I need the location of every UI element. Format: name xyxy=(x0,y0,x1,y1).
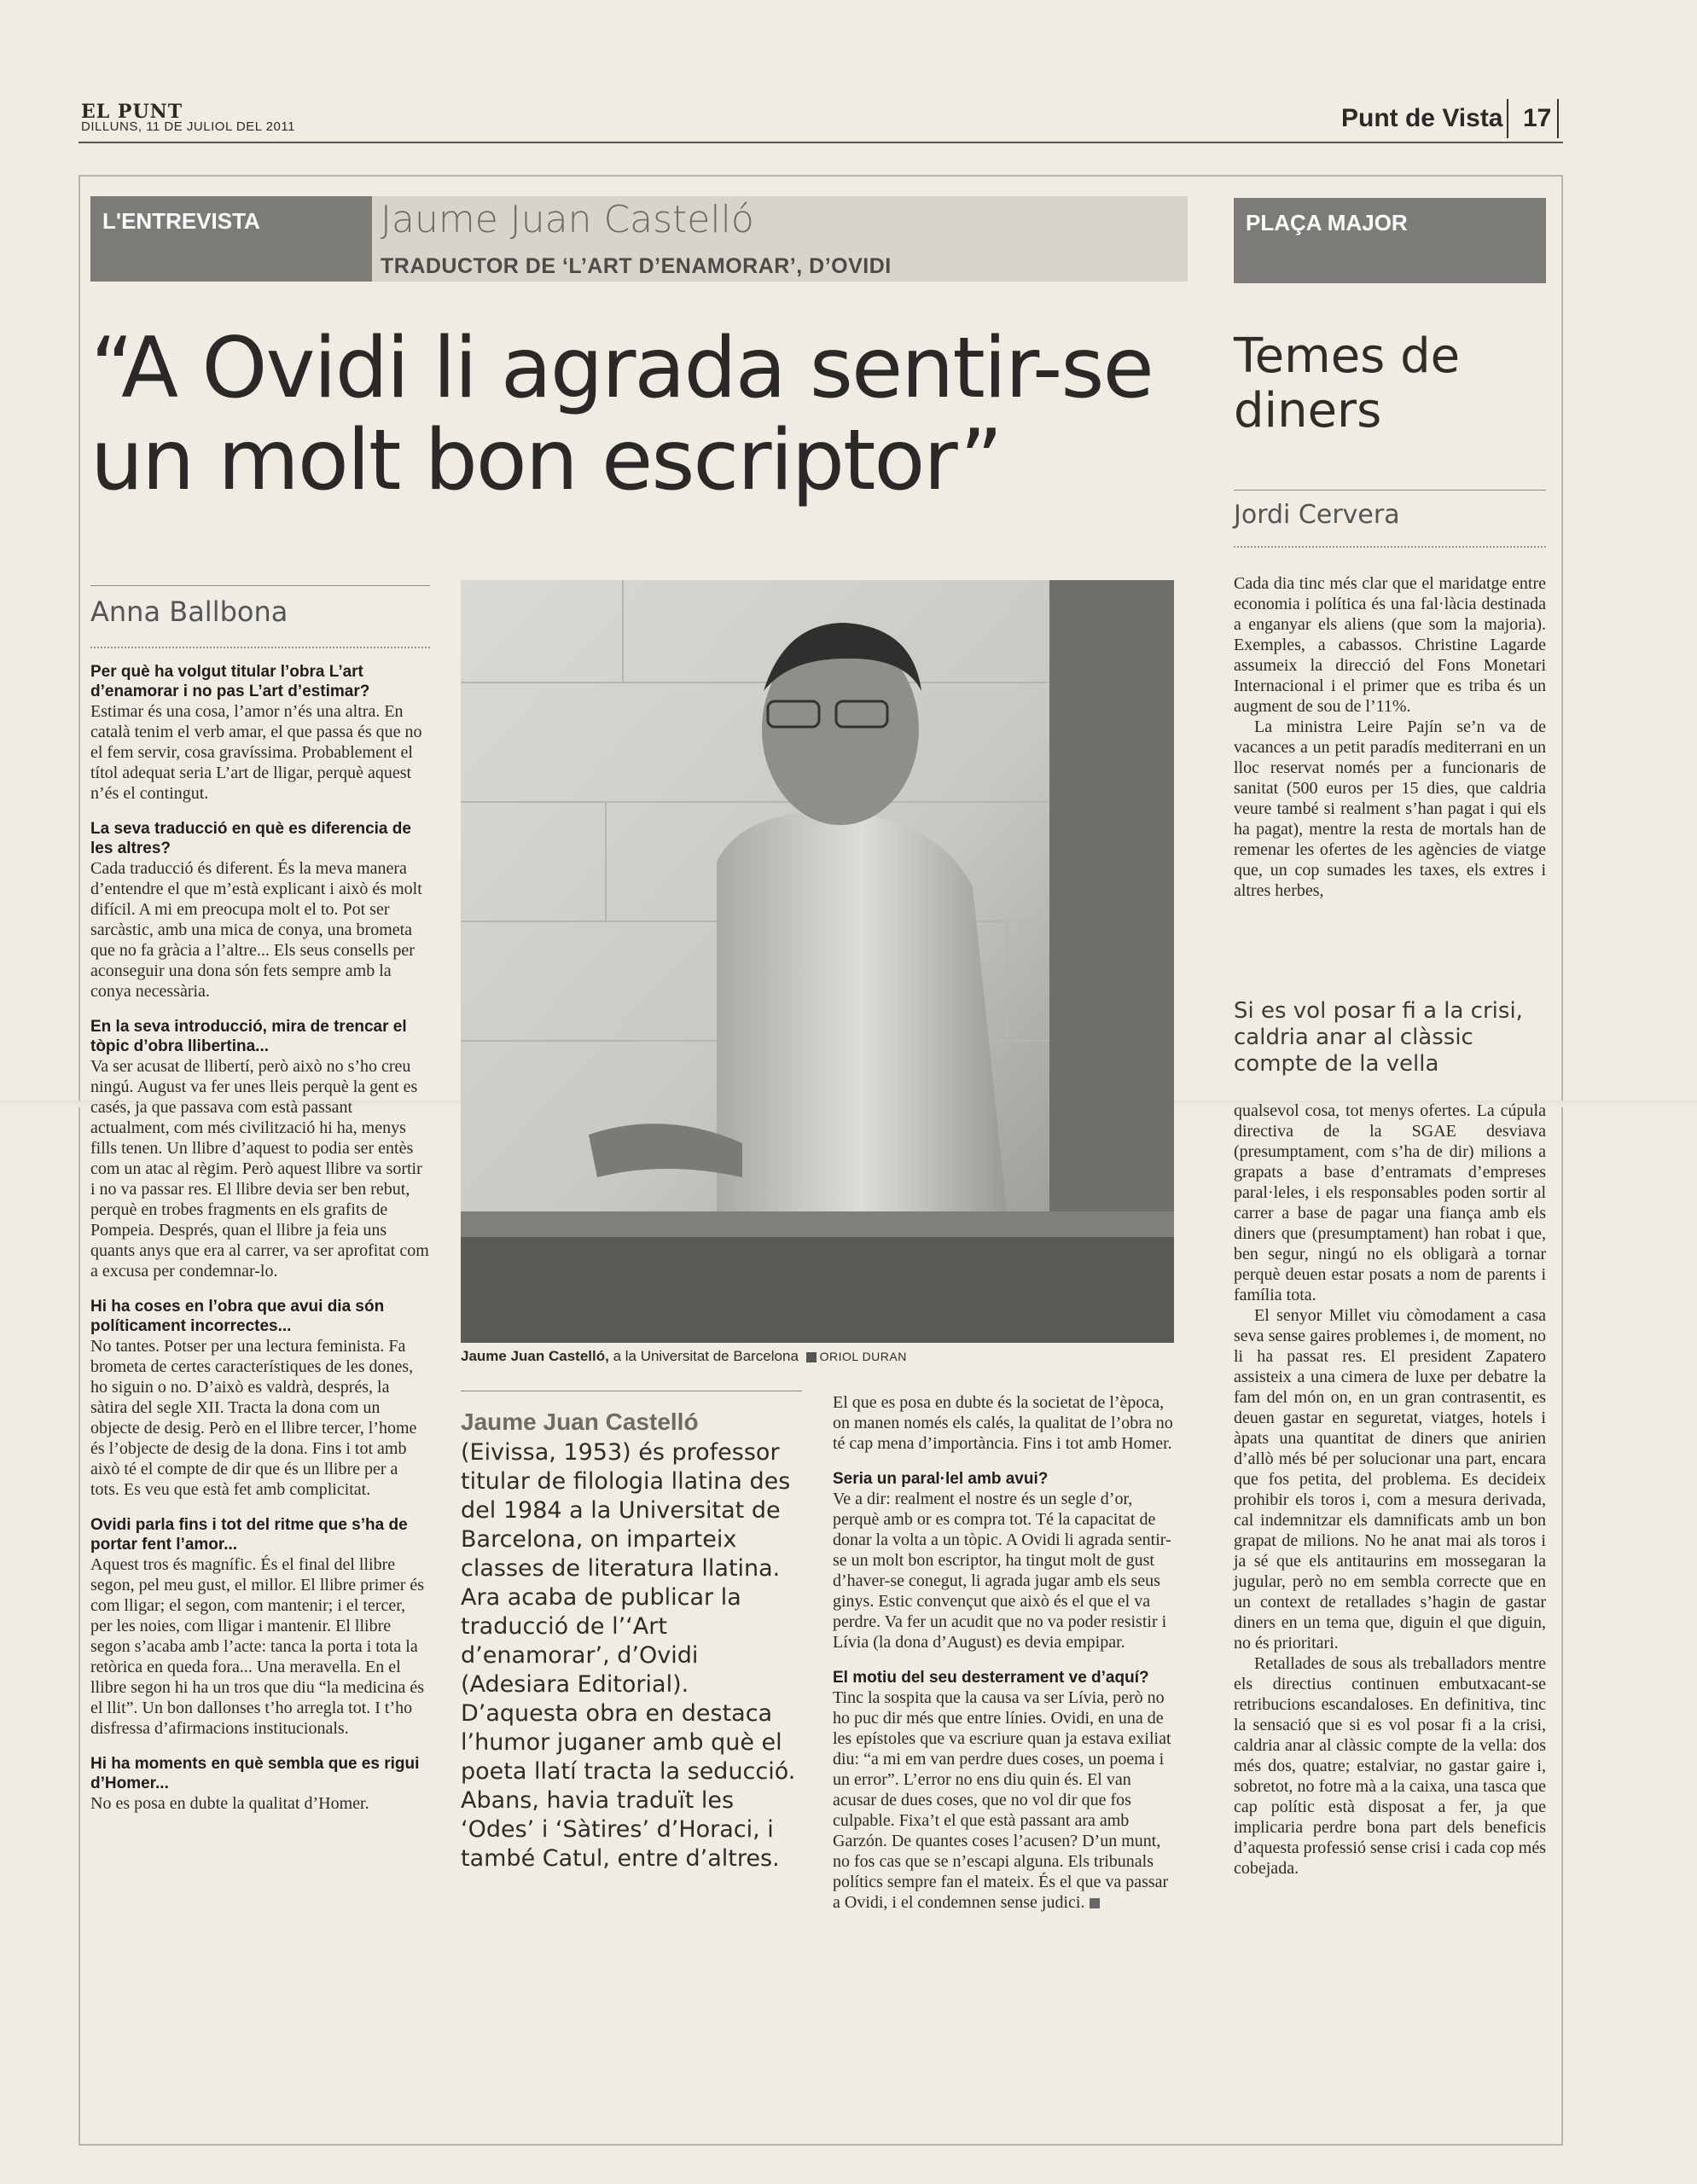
bio-box xyxy=(461,1408,802,1873)
question: Seria un paral·lel amb avui? xyxy=(833,1470,1049,1488)
question: Ovidi parla fins i tot del ritme que s’ha de portar fent l’amor... xyxy=(90,1516,408,1554)
answer: Estimar és una cosa, l’amor n’és una altra. En català tenim el verb amar, el que passa és que no el fem servir, cosa gravíssima. Probablement el títol adequat seria L’art de lligar, perquè aquest n’és el contingut. xyxy=(90,702,422,803)
answer: No es posa en dubte la qualitat d’Homer. xyxy=(90,1794,369,1813)
byline-rule xyxy=(90,585,430,586)
headline xyxy=(90,322,1217,507)
header-divider-right xyxy=(1557,99,1559,138)
caption-credit: ORIOL DURAN xyxy=(819,1350,907,1363)
question: En la seva introducció, mira de trencar el tòpic d’obra llibertina... xyxy=(90,1018,407,1055)
end-square-icon xyxy=(1090,1898,1100,1908)
answer: No tantes. Potser per una lectura feminista. Fa brometa de certes característiques de les dones, ho siguin o no. D’això es valdrà, després, la sàtira del segle XII. Tracta la dona com un objecte de desig. Però en el llibre tercer, l’home és l’objecte de desig de la dona. Fins i tot amb això té el compte de dir que és un llibre per a tots. Es veu que està fet amb complicitat. xyxy=(90,1337,417,1499)
answer: Ve a dir: realment el nostre és un segle d’or, perquè amb or es compra tot. Té la capacitat de donar la volta a un tòpic. A Ovidi li agrada sentir-se un molt bon escriptor, ha tingut molt de gust d’haver-se conegut, li agrada jugar amb els seus ginys. Estic convençut que això és el que el va perdre. Va fer un acudit que no va poder resistir i Lívia (la dona d’August) es devia empipar. xyxy=(833,1490,1171,1652)
pull-quote: Si es vol posar fi a la crisi, caldria anar al clàssic compte de la vella xyxy=(1234,998,1523,1077)
qa-block xyxy=(90,1515,430,1739)
answer xyxy=(833,1687,1174,1913)
answer: Cada traducció és diferent. És la meva manera d’entendre el que m’està explicant i això és molt difícil. A mi em preocupa molt el to. Pot ser sarcàstic, amb una mica de conya, una brometa que no fa gràcia a l’altre... Els seus consells per aconseguir una dona són fets sempre amb la conya necessària. xyxy=(90,859,422,1001)
question: El motiu del seu desterrament ve d’aquí? xyxy=(833,1669,1149,1687)
masthead-name: EL PUNT xyxy=(81,101,183,123)
byline: Anna Ballbona xyxy=(90,595,288,628)
caption-text: a la Universitat de Barcelona xyxy=(608,1348,799,1364)
answer: El que es posa en dubte és la societat de l’època, on manen només els calés, la qualitat de l’obra no té cap mena d’importància. Fins i tot amb Homer. xyxy=(833,1393,1173,1453)
portrait-photo xyxy=(461,580,1174,1343)
column-paragraph: La ministra Leire Pajín se’n va de vacances a un petit paradís mediterrani en un lloc reservat només per a funcionaris de sanitat (500 euros per 15 dies, que caldria veure també si realment s’han pagat i qui els ha pagat), mentre la resta de mortals han de remenar les ofertes de les agències de viatge que, un cop sumades les taxes, els extres i altres herbes, xyxy=(1234,717,1546,900)
photo-caption xyxy=(461,1348,1174,1365)
column-author: Jordi Cervera xyxy=(1234,500,1400,530)
bio-name: Jaume Juan Castelló xyxy=(461,1409,699,1435)
interview-column-1 xyxy=(90,662,430,1829)
column-dotted-rule xyxy=(1234,546,1546,548)
header-divider xyxy=(1507,99,1508,138)
qa-block xyxy=(90,819,430,1002)
headline-line2: un molt bon escriptor” xyxy=(90,412,1002,509)
qa-block xyxy=(90,1754,430,1814)
column-paragraph: Cada dia tinc més clar que el maridatge entre economia i política és una fal·làcia destinada a enganyar els aliens (que som la majoria). Exemples, a cabassos. Christine Lagarde assumeix la direcció del Fons Monetari Internacional i el primer que es triba és un augment de sou de l’11%. xyxy=(1234,574,1546,716)
qa-block xyxy=(90,1017,430,1281)
caption-name: Jaume Juan Castelló, xyxy=(461,1348,609,1364)
interview-column-3 xyxy=(833,1392,1174,1928)
byline-dotted-rule xyxy=(90,647,430,648)
qa-block xyxy=(90,662,430,804)
column-paragraph: Retallades de sous als treballadors mentre els directius continuen embutxacant-se retribucions escandaloses. En definitiva, tinc la sensació que si es vol posar fi a la crisi, caldria anar al clàssic compte de la vella: dos més dos, quatre; estalviar, no gastar gaire i, sobretot, no fotre mà a la caixa, una tasca que cap polític està disposat a fer, ja que implicaria perdre bona part dels beneficis d’aquesta professió sense crisi i cada cop més cobejada. xyxy=(1234,1654,1546,1878)
qa-block xyxy=(833,1392,1174,1454)
column-paragraph: El senyor Millet viu còmodament a casa seva sense gaires problemes i, de moment, no li ha passat res. El president Zapatero assisteix a una cimera de luxe per debatre la fam del món on, en un gran contrasentit, es deuen gastar en seguretat, viatges, hotels i àpats una quantitat de diners que anirien d’allò més bé per solucionar una part, encara que fos petita, del problema. Es decideix prohibir els toros i, com a mesura derivada, cal indemnitzar els damnificats amb un bon grapat de milions. No he anat mai als toros i ja sé que els antitaurins em mossegaran la jugular, però no em sembla correcte que en un context de retallades s’hagin de gastar diners en un tema que, diguin el que diguin, no és prioritari. xyxy=(1234,1306,1546,1653)
column-paragraph: qualsevol cosa, tot menys ofertes. La cúpula directiva de la SGAE desviava (presumptament, com s’ha de dir) milions a grapats a base d’entramats d’empreses paral·leles, i els responsables poden sortir al carrer a base de pagar una fiança amb els diners que (presumptament) han robat i que, ben segur, ningú no els obligarà a tornar perquè deuen estar posats a nom de parents i família tota. xyxy=(1234,1101,1546,1304)
question: Hi ha moments en què sembla que es rigui d’Homer... xyxy=(90,1755,420,1792)
section-tag-entrevista: L'ENTREVISTA xyxy=(90,196,372,282)
answer: Va ser acusat de llibertí, però això no s’ho creu ningú. August va fer unes lleis perquè la gent es casés, ja que passava com està passant actualment, com més civilització hi ha, menys fills tenen. Un llibre d’aquest to podia ser entès com un atac al règim. Però aquest llibre va sortir i no va passar res. El llibre devia ser ben rebut, perquè en trobes fragments en els grafits de Pompeia. Després, quan el llibre ja feia uns quants anys que era al carrer, va ser aprofitat com a excusa per condemnar-lo. xyxy=(90,1057,429,1281)
masthead-date: DILLUNS, 11 DE JULIOL DEL 2011 xyxy=(81,119,295,134)
qa-block xyxy=(90,1297,430,1500)
header-rule xyxy=(78,142,1563,143)
column-title: Temes de diners xyxy=(1234,328,1461,439)
question: La seva traducció en què es diferencia de les altres? xyxy=(90,820,411,857)
headline-line1: “A Ovidi li agrada sentir-se xyxy=(90,320,1153,417)
page-number: 17 xyxy=(1523,104,1552,132)
section-name: Punt de Vista xyxy=(1341,104,1503,132)
column-body-top xyxy=(1234,573,1546,901)
caption-square-icon xyxy=(806,1352,817,1362)
section-tag-placa-major: PLAÇA MAJOR xyxy=(1234,198,1546,283)
interviewee-name: Jaume Juan Castelló xyxy=(381,198,754,241)
qa-block xyxy=(833,1668,1174,1913)
bio-text: (Eivissa, 1953) és professor titular de filologia llatina des del 1984 a la Universitat de Barcelona, on imparteix classes de literatura llatina. Ara acaba de publicar la traducció de l’‘Art d’enamorar’, d’Ovidi (Adesiara Editorial). D’aquesta obra en destaca l’humor juganer amb què el poeta llatí tracta la seducció. Abans, havia traduït les ‘Odes’ i ‘Sàtires’ d’Horaci, i també Catul, entre d’altres. xyxy=(461,1439,796,1872)
qa-block xyxy=(833,1469,1174,1653)
column-body-bottom xyxy=(1234,1101,1546,1879)
answer-text: Tinc la sospita que la causa va ser Lívia, però no ho puc dir més que entre línies. Ovidi, en una de les epístoles que va escriure quan ja estava exiliat diu: “a mi em van perdre dues coses, un poema i un error”. L’error no ens diu quin és. El van acusar de dues coses, que no vol dir que fos culpable. Fixa’t el que està passant ara amb Garzón. De quantes coses l’acusen? D’un munt, no fos cas que se n’escapi alguna. Els tribunals polítics sempre fan el mateix. És el que va passar a Ovidi, i el condemnen sense judici. xyxy=(833,1688,1171,1912)
question: Per què ha volgut titular l’obra L’art d’enamorar i no pas L’art d’estimar? xyxy=(90,663,370,700)
question: Hi ha coses en l’obra que avui dia són políticament incorrectes... xyxy=(90,1298,385,1335)
interviewee-subtitle: TRADUCTOR DE ‘L’ART D’ENAMORAR’, D’OVIDI xyxy=(381,254,892,278)
column-rule xyxy=(1234,490,1546,491)
answer: Aquest tros és magnífic. És el final del llibre segon, pel meu gust, el millor. El llibre primer és com lligar; el segon, com mantenir; i el tercer, per les noies, com lligar i mantenir. El llibre segon s’acaba amb l’acte: tanca la porta i tota la retòrica en queda fora... Una meravella. En el llibre segon hi ha un tros que diu “la medicina és el llit”. Un bon dallonses t’ho arregla tot. I t’ho disfressa d’afirmacions institucionals. xyxy=(90,1555,425,1738)
